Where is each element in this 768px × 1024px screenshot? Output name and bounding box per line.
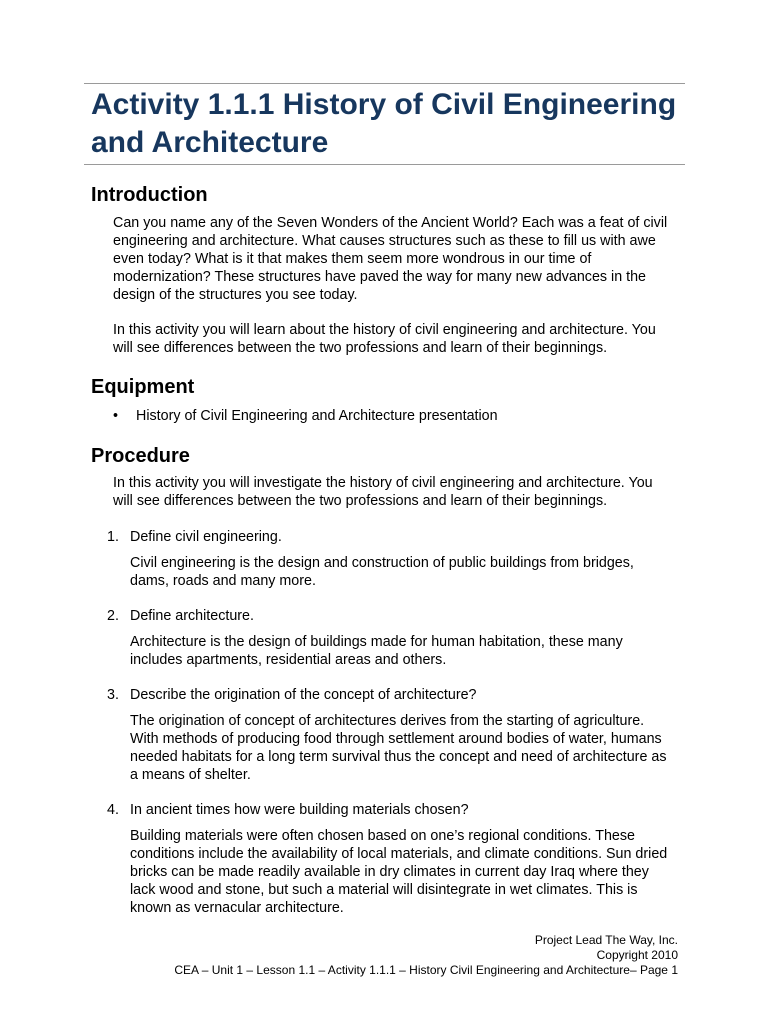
step-1-answer: Civil engineering is the design and construction of public buildings from bridges, dams, roads and many more. — [130, 555, 634, 589]
step-2-number: 2. — [107, 608, 119, 624]
footer-organization: Project Lead The Way, Inc. — [534, 933, 678, 947]
step-3-answer: The origination of concept of architectures derives from the starting of agriculture. With methods of producing food through settlement around bodies of water, humans needed habitats for a long term survival thus the concept and need of architecture as a means of shelter. — [130, 713, 667, 783]
equipment-item-label: History of Civil Engineering and Architecture presentation — [136, 408, 498, 424]
step-3-number: 3. — [107, 687, 119, 703]
page-title: Activity 1.1.1 History of Civil Engineering and Architecture — [91, 88, 677, 159]
step-4-number: 4. — [107, 802, 119, 818]
step-1-question: Define civil engineering. — [130, 529, 282, 545]
bullet-icon: • — [113, 408, 119, 424]
equipment-heading: Equipment — [91, 376, 195, 398]
step-4-answer: Building materials were often chosen based on one’s regional conditions. These conditions include the availability of local materials, and climate conditions. Sun dried bricks can be made readily available in dry climates in current day Iraq where they lack wood and stone, but such a material will disintegrate in wet climates. This is known as vernacular architecture. — [130, 828, 668, 916]
step-2-answer: Architecture is the design of buildings made for human habitation, these many includes apartments, residential areas and others. — [130, 634, 623, 668]
step-3-question: Describe the origination of the concept of architecture? — [130, 687, 477, 703]
title-bottom-rule — [84, 164, 685, 165]
introduction-paragraph-2: In this activity you will learn about the history of civil engineering and architecture. You will see differences between the two professions and learn of their beginnings. — [113, 322, 656, 356]
introduction-heading: Introduction — [91, 184, 208, 206]
step-4-question: In ancient times how were building materials chosen? — [130, 802, 469, 818]
step-2-question: Define architecture. — [130, 608, 254, 624]
footer-page-reference: CEA – Unit 1 – Lesson 1.1 – Activity 1.1.1 – History Civil Engineering and Architecture– Page 1 — [174, 963, 678, 977]
procedure-intro: In this activity you will investigate the history of civil engineering and architecture. You will see differences between the two professions and learn of their beginnings. — [113, 475, 653, 509]
title-top-rule — [84, 83, 685, 84]
procedure-heading: Procedure — [91, 445, 190, 467]
footer-copyright: Copyright 2010 — [596, 948, 678, 962]
introduction-paragraph-1: Can you name any of the Seven Wonders of the Ancient World? Each was a feat of civil engineering and architecture. What causes structures such as these to fill us with awe even today? What is it that makes them seem more wondrous in our time of modernization? These structures have paved the way for many new advances in the design of the structures you see today. — [113, 215, 668, 303]
step-1-number: 1. — [107, 529, 119, 545]
